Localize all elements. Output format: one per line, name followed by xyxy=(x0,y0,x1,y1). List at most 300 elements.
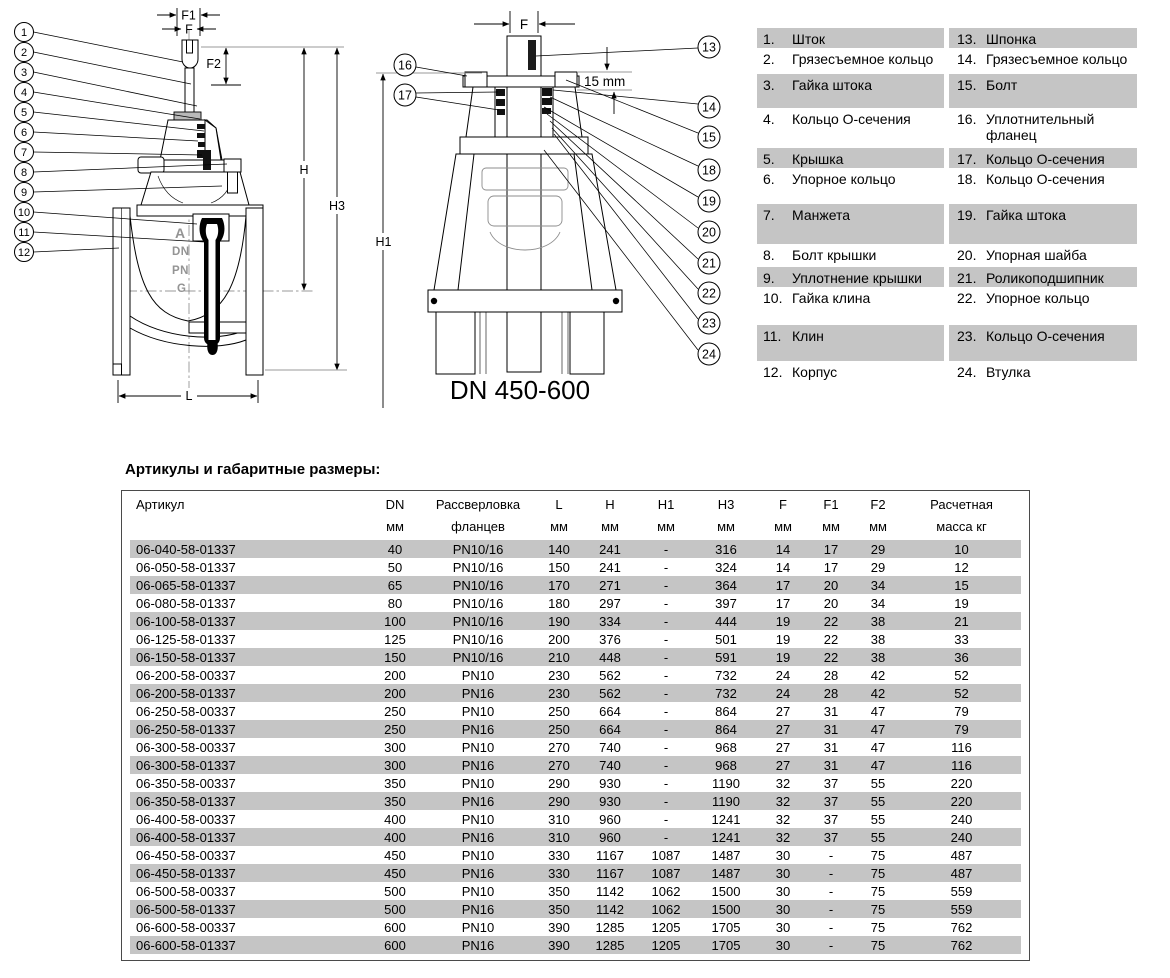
table-cell: 116 xyxy=(951,739,972,755)
part-number: 21. xyxy=(957,270,977,286)
parts-list-row xyxy=(757,108,1139,148)
table-cell: 762 xyxy=(902,936,1021,954)
table-cell: 450 xyxy=(384,847,406,863)
table-cell: PN16 xyxy=(420,756,536,774)
table-cell: - xyxy=(808,900,854,918)
parts-list-entry xyxy=(757,168,944,204)
part-number: 18. xyxy=(957,171,977,187)
brand-logo-letter: A xyxy=(175,225,186,241)
table-cell: 75 xyxy=(870,883,886,899)
table-cell: 06-450-58-01337 xyxy=(130,864,370,882)
part-name: Втулка xyxy=(986,364,1031,380)
table-cell: - xyxy=(808,864,854,882)
table-cell: - xyxy=(663,775,669,791)
table-cell: 06-350-58-00337 xyxy=(136,775,236,791)
table-cell: 42 xyxy=(870,667,886,683)
table-row xyxy=(130,558,1021,576)
table-cell: 330 xyxy=(536,864,582,882)
column-header: Расчетная масса кг xyxy=(930,497,993,534)
table-cell: 250 xyxy=(370,720,420,738)
table-cell: 1285 xyxy=(582,936,638,954)
table-cell: 220 xyxy=(902,792,1021,810)
parts-list-entry xyxy=(757,244,944,267)
table-cell: - xyxy=(808,936,854,954)
svg-text:14: 14 xyxy=(702,100,716,115)
table-cell: 14 xyxy=(758,540,808,558)
parts-list-entry xyxy=(757,325,944,361)
part-name: Кольцо О-сечения xyxy=(986,151,1105,167)
table-cell: 19 xyxy=(775,631,791,647)
table-cell: 80 xyxy=(387,595,403,611)
table-cell: 290 xyxy=(548,775,570,791)
parts-list-entry xyxy=(949,267,1137,287)
callout-14 xyxy=(698,96,720,118)
table-cell: 55 xyxy=(854,792,902,810)
body-cast-marks xyxy=(172,225,190,295)
dimension-table-box xyxy=(121,490,1030,961)
table-cell: 270 xyxy=(536,756,582,774)
svg-text:6: 6 xyxy=(20,127,28,139)
table-cell: PN10/16 xyxy=(420,612,536,630)
table-cell: 448 xyxy=(582,648,638,666)
svg-text:1: 1 xyxy=(20,27,28,39)
part-number: 20. xyxy=(957,247,977,263)
table-cell: 150 xyxy=(548,559,570,575)
table-cell: 140 xyxy=(536,540,582,558)
table-cell: 241 xyxy=(599,559,621,575)
table-cell: 75 xyxy=(870,847,886,863)
table-cell: 30 xyxy=(775,883,791,899)
table-cell: PN10 xyxy=(461,919,495,935)
table-cell: 06-400-58-00337 xyxy=(136,811,236,827)
svg-text:23: 23 xyxy=(702,316,716,331)
table-cell: 1087 xyxy=(651,847,681,863)
table-cell: 297 xyxy=(599,595,621,611)
table-cell: PN16 xyxy=(420,792,536,810)
part-name: Шпонка xyxy=(986,31,1037,47)
part-number: 14. xyxy=(957,51,977,67)
callout-9 xyxy=(15,183,34,202)
table-row xyxy=(130,792,1021,810)
part-number: 15. xyxy=(957,77,977,93)
table-cell: 65 xyxy=(370,576,420,594)
table-cell: 487 xyxy=(950,847,973,863)
table-cell: PN10/16 xyxy=(420,540,536,558)
table-cell: - xyxy=(663,631,669,647)
table-cell: 364 xyxy=(694,576,758,594)
svg-text:24: 24 xyxy=(702,347,716,362)
part-name: Упорное кольцо xyxy=(986,290,1090,306)
svg-text:15: 15 xyxy=(702,130,716,145)
table-cell: 12 xyxy=(954,559,969,575)
table-cell: 740 xyxy=(599,739,621,755)
parts-list-entry xyxy=(949,361,1137,384)
part-number: 8. xyxy=(763,247,775,263)
table-cell: 290 xyxy=(536,792,582,810)
table-cell: PN10 xyxy=(461,811,495,827)
table-cell: 06-050-58-01337 xyxy=(136,559,236,575)
callout-2 xyxy=(15,43,34,62)
table-cell: 19 xyxy=(954,595,969,611)
svg-text:9: 9 xyxy=(20,187,28,199)
table-cell: 22 xyxy=(823,631,839,647)
table-cell: PN10/16 xyxy=(452,559,504,575)
table-cell: PN10 xyxy=(461,847,495,863)
svg-text:12: 12 xyxy=(17,247,31,259)
table-row xyxy=(130,720,1021,738)
part-number: 19. xyxy=(957,207,977,223)
table-cell: PN16 xyxy=(420,828,536,846)
table-cell: 28 xyxy=(808,684,854,702)
part-name: Грязесъемное кольцо xyxy=(986,51,1128,67)
table-cell: 06-500-58-01337 xyxy=(130,900,370,918)
parts-list-row xyxy=(757,28,1139,48)
column-header: L мм xyxy=(550,497,568,534)
table-cell: 28 xyxy=(823,667,839,683)
svg-text:21: 21 xyxy=(702,256,716,271)
part-name: Шток xyxy=(792,31,825,47)
table-cell: 55 xyxy=(870,811,886,827)
table-cell: 562 xyxy=(599,667,621,683)
table-row xyxy=(130,828,1021,846)
table-cell: 06-600-58-01337 xyxy=(130,936,370,954)
table-cell: 06-125-58-01337 xyxy=(136,631,236,647)
table-cell: - xyxy=(828,883,834,899)
table-cell: - xyxy=(638,612,694,630)
table-cell: 740 xyxy=(582,756,638,774)
table-row xyxy=(130,810,1021,828)
table-cell: 450 xyxy=(370,864,420,882)
table-cell: 1190 xyxy=(694,792,758,810)
table-cell: 31 xyxy=(808,756,854,774)
table-cell: 1062 xyxy=(638,900,694,918)
table-cell: 330 xyxy=(548,847,570,863)
table-cell: - xyxy=(638,720,694,738)
table-row xyxy=(130,864,1021,882)
table-cell: 32 xyxy=(758,792,808,810)
table-cell: PN16 xyxy=(420,864,536,882)
dn450-600-detail-drawing xyxy=(370,0,760,412)
part-number: 4. xyxy=(763,111,775,127)
table-row xyxy=(130,594,1021,612)
table-cell: 32 xyxy=(775,775,791,791)
table-cell: 240 xyxy=(902,828,1021,846)
table-cell: 1167 xyxy=(596,847,624,863)
dimension-table xyxy=(130,494,1021,954)
part-name: Корпус xyxy=(792,364,838,380)
svg-text:22: 22 xyxy=(702,286,716,301)
parts-list-row xyxy=(757,168,1139,204)
callout-7 xyxy=(15,143,34,162)
table-cell: 30 xyxy=(758,936,808,954)
table-cell: 31 xyxy=(823,739,839,755)
dim-label-h3: H3 xyxy=(329,199,345,213)
parts-list-entry xyxy=(757,28,944,48)
part-number: 5. xyxy=(763,151,775,167)
parts-list-entry xyxy=(949,148,1137,168)
parts-list-entry xyxy=(757,148,944,168)
callout-21 xyxy=(698,252,720,274)
table-cell: 1285 xyxy=(595,919,625,935)
table-cell: 27 xyxy=(775,703,791,719)
table-cell: 316 xyxy=(694,540,758,558)
dim-label-f: F xyxy=(185,22,193,37)
callout-4 xyxy=(15,83,34,102)
parts-list-entry xyxy=(949,244,1137,267)
table-cell: 75 xyxy=(854,864,902,882)
table-cell: 06-400-58-01337 xyxy=(130,828,370,846)
dim-label-15mm: 15 mm xyxy=(584,74,626,89)
parts-list-entry xyxy=(949,168,1137,204)
table-cell: - xyxy=(663,667,669,683)
part-number: 6. xyxy=(763,171,775,187)
part-number: 24. xyxy=(957,364,977,380)
part-name: Упорное кольцо xyxy=(792,171,896,187)
table-cell: 36 xyxy=(902,648,1021,666)
table-cell: 220 xyxy=(950,775,973,791)
part-name: Роликоподшипник xyxy=(986,270,1104,286)
callout-12 xyxy=(15,243,34,262)
table-cell: 397 xyxy=(715,595,737,611)
part-number: 2. xyxy=(763,51,775,67)
table-cell: 960 xyxy=(599,811,621,827)
svg-text:4: 4 xyxy=(20,87,28,99)
table-row xyxy=(130,846,1021,864)
table-cell: 24 xyxy=(758,684,808,702)
table-cell: 10 xyxy=(902,540,1021,558)
table-cell: 400 xyxy=(384,811,406,827)
column-header: Артикул xyxy=(136,497,185,512)
table-cell: 559 xyxy=(950,883,973,899)
svg-text:10: 10 xyxy=(17,207,31,219)
cast-mark-g: G xyxy=(177,283,187,295)
table-cell: 27 xyxy=(775,739,791,755)
table-cell: 150 xyxy=(370,648,420,666)
part-number: 12. xyxy=(763,364,783,380)
table-cell: - xyxy=(638,756,694,774)
parts-list-entry xyxy=(949,74,1137,108)
table-cell: 34 xyxy=(854,576,902,594)
svg-text:5: 5 xyxy=(20,107,28,119)
part-number: 13. xyxy=(957,31,977,47)
table-header-row xyxy=(130,494,1021,540)
parts-list-entry xyxy=(757,74,944,108)
table-cell: 1500 xyxy=(694,900,758,918)
part-name: Кольцо О-сечения xyxy=(986,171,1105,187)
table-cell: 1487 xyxy=(711,847,741,863)
table-cell: PN10/16 xyxy=(420,576,536,594)
table-cell: 47 xyxy=(854,720,902,738)
column-header: H мм xyxy=(601,497,619,534)
callout-1 xyxy=(15,23,34,42)
table-cell: 06-300-58-01337 xyxy=(130,756,370,774)
column-header: F мм xyxy=(774,497,792,534)
part-name: Гайка штока xyxy=(986,207,1067,223)
table-cell: 487 xyxy=(902,864,1021,882)
table-cell: 864 xyxy=(694,720,758,738)
svg-text:20: 20 xyxy=(702,225,716,240)
callout-16 xyxy=(394,54,416,76)
part-number: 9. xyxy=(763,270,775,286)
callout-17 xyxy=(394,84,416,106)
callout-20 xyxy=(698,221,720,243)
table-cell: 06-150-58-01337 xyxy=(130,648,370,666)
table-cell: 376 xyxy=(599,631,621,647)
parts-list-row xyxy=(757,244,1139,267)
column-header: H1 мм xyxy=(657,497,675,534)
table-cell: 1062 xyxy=(651,883,681,899)
drawing-caption: DN 450-600 xyxy=(449,375,591,405)
parts-list-entry xyxy=(757,287,944,325)
table-cell: 1705 xyxy=(711,919,741,935)
parts-list-row xyxy=(757,148,1139,168)
table-cell: 250 xyxy=(384,703,406,719)
table-cell: 762 xyxy=(950,919,973,935)
table-row xyxy=(130,630,1021,648)
callout-22 xyxy=(698,282,720,304)
callout-balloons-left-drawing xyxy=(15,23,34,262)
parts-list-entry xyxy=(949,287,1137,325)
part-number: 16. xyxy=(957,111,977,127)
table-cell: 390 xyxy=(536,936,582,954)
table-cell: 1241 xyxy=(694,828,758,846)
table-row xyxy=(130,540,1021,558)
dim-label-f1: F1 xyxy=(181,8,196,23)
table-cell: 1205 xyxy=(651,919,681,935)
column-header: DN мм xyxy=(385,497,405,534)
table-cell: 75 xyxy=(854,900,902,918)
table-cell: 559 xyxy=(902,900,1021,918)
parts-list xyxy=(757,28,1139,384)
part-name: Грязесъемное кольцо xyxy=(792,51,934,67)
table-cell: - xyxy=(663,559,669,575)
table-cell: 390 xyxy=(548,919,570,935)
parts-list-row xyxy=(757,267,1139,287)
table-cell: 40 xyxy=(370,540,420,558)
table-cell: PN10 xyxy=(461,739,495,755)
table-cell: 270 xyxy=(548,739,570,755)
callout-19 xyxy=(698,190,720,212)
cast-mark-dn: DN xyxy=(172,246,190,258)
table-cell: PN16 xyxy=(420,684,536,702)
table-cell: 300 xyxy=(370,756,420,774)
dim-label-l: L xyxy=(185,389,193,403)
table-cell: 06-250-58-01337 xyxy=(130,720,370,738)
table-cell: 24 xyxy=(775,667,791,683)
table-cell: 06-500-58-00337 xyxy=(136,883,236,899)
table-cell: 06-250-58-00337 xyxy=(136,703,236,719)
table-cell: 52 xyxy=(902,684,1021,702)
svg-text:16: 16 xyxy=(398,58,412,73)
table-row xyxy=(130,684,1021,702)
table-cell: 27 xyxy=(758,720,808,738)
table-cell: 06-450-58-00337 xyxy=(136,847,236,863)
parts-list-entry xyxy=(949,108,1137,148)
table-cell: 38 xyxy=(870,631,886,647)
table-cell: 1087 xyxy=(638,864,694,882)
table-cell: PN10 xyxy=(461,703,495,719)
table-row xyxy=(130,612,1021,630)
table-cell: 1205 xyxy=(638,936,694,954)
table-cell: 42 xyxy=(854,684,902,702)
table-cell: 27 xyxy=(758,756,808,774)
table-cell: 06-200-58-01337 xyxy=(130,684,370,702)
table-cell: 06-080-58-01337 xyxy=(136,595,236,611)
table-cell: - xyxy=(663,703,669,719)
cast-mark-pn: PN xyxy=(172,265,189,277)
part-number: 10. xyxy=(763,290,783,306)
table-cell: PN10/16 xyxy=(452,631,504,647)
table-cell: 55 xyxy=(870,775,886,791)
table-cell: 600 xyxy=(384,919,406,935)
parts-list-row xyxy=(757,74,1139,108)
table-cell: - xyxy=(638,540,694,558)
table-row xyxy=(130,576,1021,594)
callout-18 xyxy=(698,159,720,181)
table-row xyxy=(130,774,1021,792)
table-cell: - xyxy=(638,828,694,846)
table-cell: 17 xyxy=(808,540,854,558)
table-cell: 37 xyxy=(823,811,839,827)
table-cell: 324 xyxy=(715,559,737,575)
part-number: 3. xyxy=(763,77,775,93)
callout-15 xyxy=(698,126,720,148)
part-number: 22. xyxy=(957,290,977,306)
table-cell: - xyxy=(828,919,834,935)
part-name: Манжета xyxy=(792,207,851,223)
column-header: F2 мм xyxy=(869,497,887,534)
parts-list-row xyxy=(757,361,1139,384)
parts-list-row xyxy=(757,287,1139,325)
dim-label-f-right: F xyxy=(519,17,529,32)
column-header: Рассверловка фланцев xyxy=(435,497,521,534)
table-row xyxy=(130,900,1021,918)
parts-list-entry xyxy=(757,204,944,244)
table-cell: 1167 xyxy=(582,864,638,882)
table-cell: 930 xyxy=(599,775,621,791)
table-cell: 19 xyxy=(758,612,808,630)
table-cell: 38 xyxy=(854,648,902,666)
table-cell: 37 xyxy=(823,775,839,791)
table-row xyxy=(130,756,1021,774)
table-cell: 34 xyxy=(870,595,886,611)
callout-23 xyxy=(698,312,720,334)
svg-text:13: 13 xyxy=(702,40,716,55)
table-cell: 200 xyxy=(548,631,570,647)
table-cell: PN10 xyxy=(461,883,495,899)
parts-list-row xyxy=(757,325,1139,361)
svg-text:8: 8 xyxy=(20,167,28,179)
table-cell: 664 xyxy=(599,703,621,719)
table-cell: 116 xyxy=(902,756,1021,774)
table-cell: 591 xyxy=(694,648,758,666)
table-cell: 19 xyxy=(758,648,808,666)
table-cell: 125 xyxy=(384,631,406,647)
table-cell: 230 xyxy=(536,684,582,702)
callout-3 xyxy=(15,63,34,82)
table-cell: 732 xyxy=(715,667,737,683)
table-cell: - xyxy=(638,576,694,594)
table-cell: 1500 xyxy=(711,883,741,899)
parts-list-entry xyxy=(757,267,944,287)
part-number: 7. xyxy=(763,207,775,223)
table-cell: 52 xyxy=(954,667,969,683)
table-row xyxy=(130,702,1021,720)
table-cell: 79 xyxy=(954,703,969,719)
table-cell: 32 xyxy=(758,828,808,846)
table-cell: 06-040-58-01337 xyxy=(130,540,370,558)
table-cell: 250 xyxy=(536,720,582,738)
